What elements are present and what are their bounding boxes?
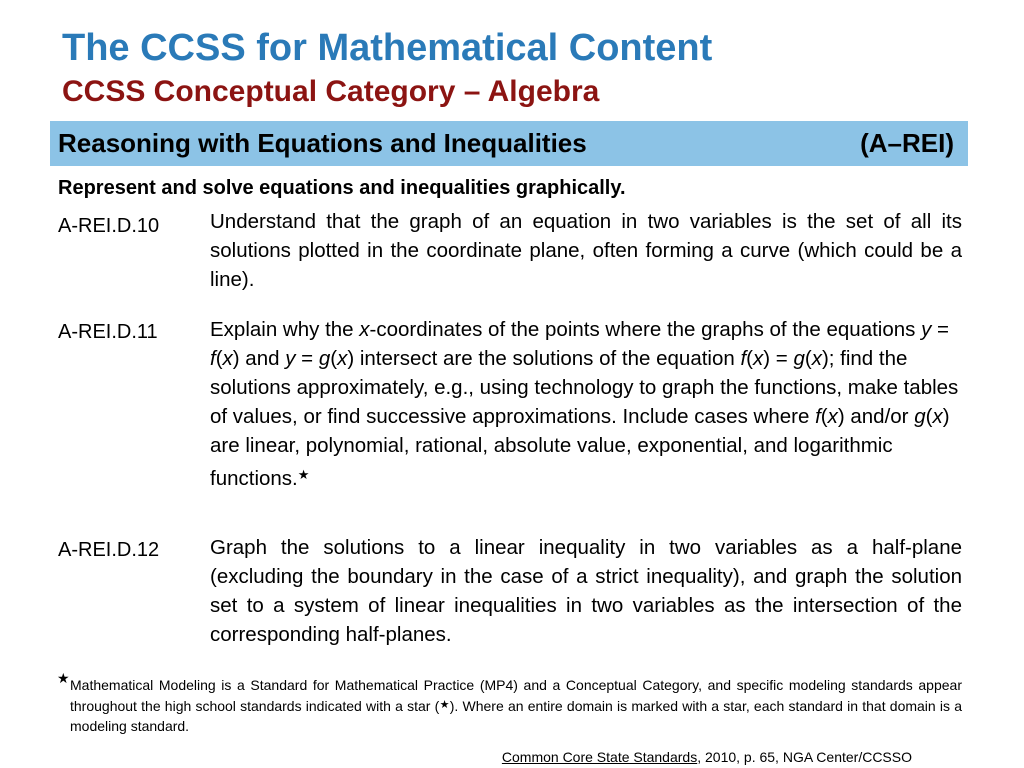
domain-code: (A–REI) (860, 128, 954, 158)
footnote: Mathematical Modeling is a Standard for Mathematical Practice (MP4) and a Conceptual Category, and specific modeling standards appear throughout the high school standards indicated with a star (★). Where an entire domain is marked with a star, each standard in that domain is a modeling standard. (70, 677, 962, 734)
modeling-star-icon: ★ (297, 467, 310, 482)
domain-title: Reasoning with Equations and Inequalities (58, 128, 587, 158)
standard-text: Explain why the x-coordinates of the points where the graphs of the equations y = f(x) and y = g(x) intersect are the solutions of the equation f(x) = g(x); find the solutions approximately, e.g., using technology to graph the functions, make tables of values, or find successive approximations. Include cases where f(x) and/or g(x) are linear, polynomial, rational, absolute value, exponential, and logarithmic functions.★ (210, 318, 959, 490)
standard-code: A-REI.D.10 (58, 215, 160, 237)
cluster-heading: Represent and solve equations and inequalities graphically. (58, 177, 626, 199)
citation: Common Core State Standards, 2010, p. 65, NGA Center/CCSSO (501, 749, 912, 765)
footnote-star-icon: ★ (57, 670, 70, 686)
standard-text: Understand that the graph of an equation in two variables is the set of all its solutions plotted in the coordinate plane, often forming a curve (which could be a line). (210, 210, 962, 291)
source-link[interactable]: Common Core State Standards (501, 749, 698, 765)
standard-text: Graph the solutions to a linear inequality in two variables as a half-plane (excluding the boundary in the case of a strict inequality), and graph the solution set to a system of linear inequalities in two variables as the intersection of the corresponding half-planes. (210, 536, 962, 646)
page-title: The CCSS for Mathematical Content (62, 27, 713, 69)
standard-code: A-REI.D.11 (58, 321, 158, 343)
standard-code: A-REI.D.12 (58, 539, 160, 561)
inline-star-icon: ★ (439, 699, 450, 711)
domain-header-band (50, 121, 968, 166)
page-subtitle: CCSS Conceptual Category – Algebra (62, 75, 600, 108)
